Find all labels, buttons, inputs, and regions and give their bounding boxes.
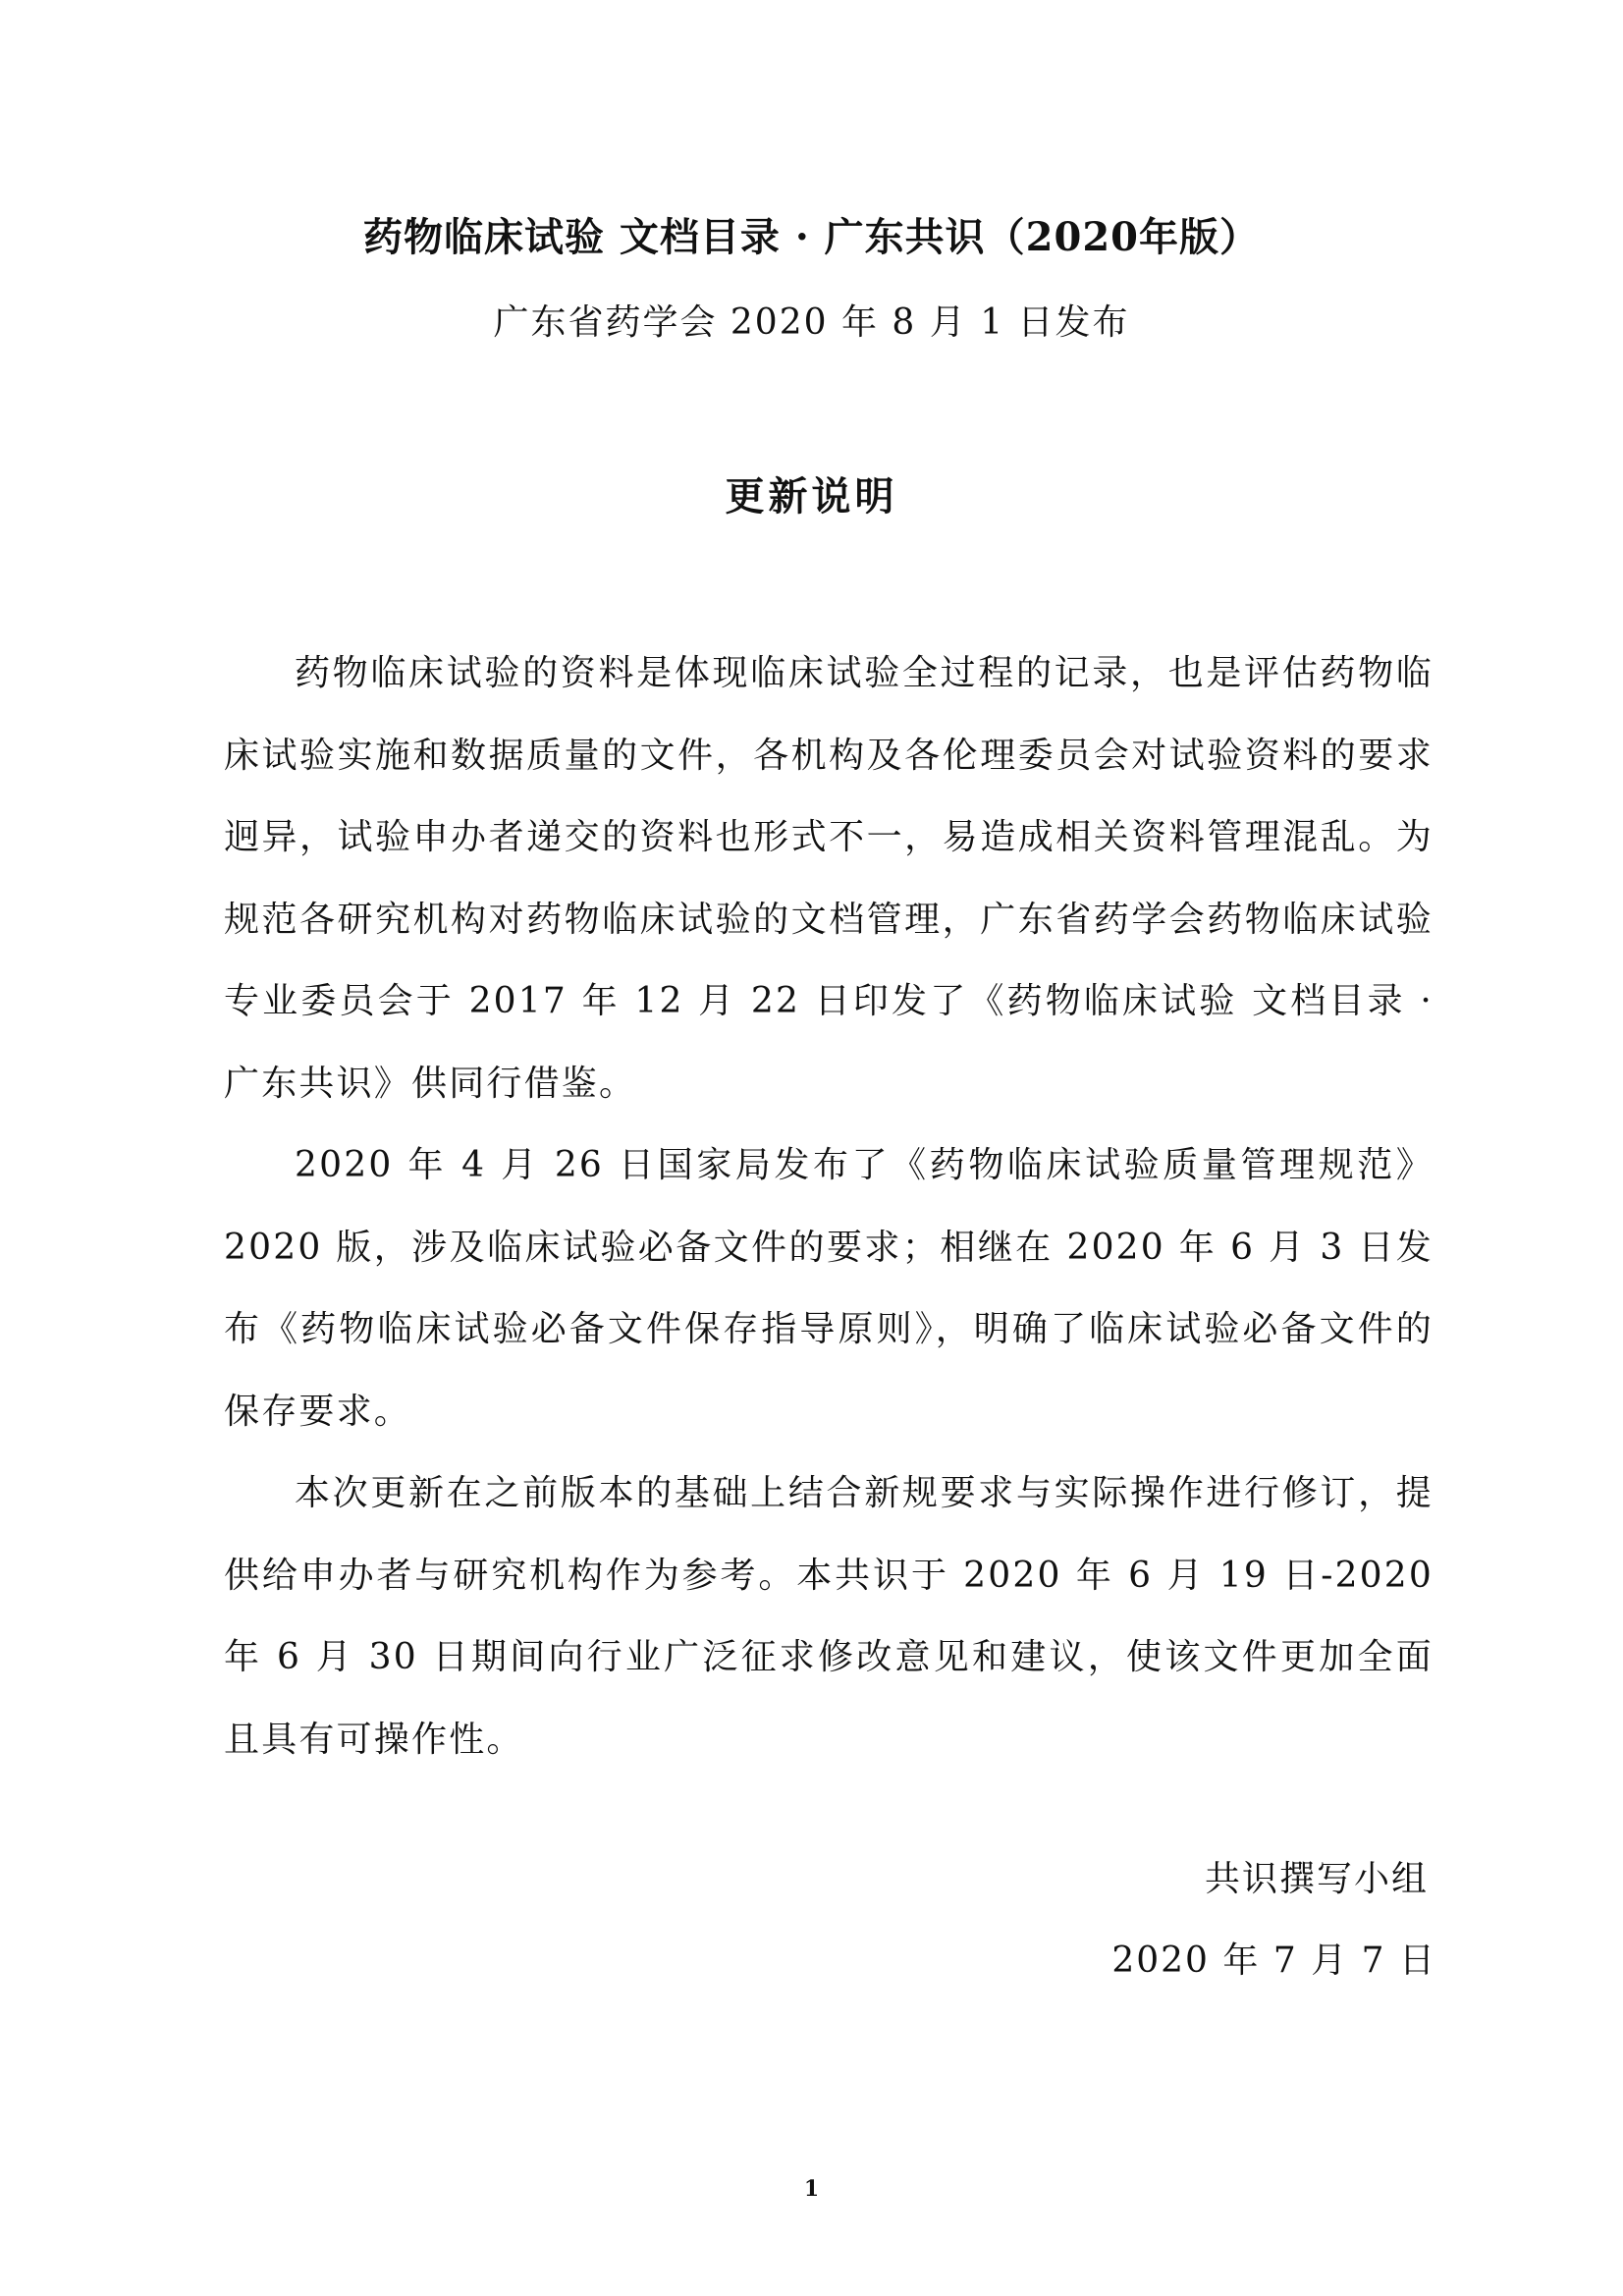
paragraph: 药物临床试验的资料是体现临床试验全过程的记录，也是评估药物临床试验实施和数据质量的文件，各机构及各伦理委员会对试验资料的要求迥异，试验申办者递交的资料也形式不一，易造成相关资料管理混乱。为规范各研究机构对药物临床试验的文档管理，广东省药学会药物临床试验专业委员会于 2017 年 12 月 22 日印发了《药物临床试验 文档目录 · 广东共识》供同行借鉴。 (224, 653, 1434, 1104)
document-subtitle: 广东省药学会 2020 年 8 月 1 日发布 (493, 302, 1130, 343)
paragraph: 2020 年 4 月 26 日国家局发布了《药物临床试验质量管理规范》2020 版，涉及临床试验必备文件的要求；相继在 2020 年 6 月 3 日发布《药物临床试验必备文件保存指导原则》，明确了临床试验必备文件的保存要求。 (224, 1145, 1434, 1432)
signature-group: 共识撰写小组 (1204, 1859, 1429, 1899)
signature-block (1111, 1838, 1436, 2001)
paragraph: 本次更新在之前版本的基础上结合新规要求与实际操作进行修订，提供给申办者与研究机构作为参考。本共识于 2020 年 6 月 19 日-2020 年 6 月 30 日期间向行业广泛征求修改意见和建议，使该文件更加全面且具有可操作性。 (224, 1473, 1434, 1760)
section-heading: 更新说明 (725, 473, 898, 519)
body-text (224, 632, 1434, 1780)
signature-date: 2020 年 7 月 7 日 (1111, 1941, 1436, 1981)
document-title: 药物临床试验 文档目录 · 广东共识（2020年版） (362, 214, 1261, 260)
page-number: 1 (803, 2176, 820, 2202)
